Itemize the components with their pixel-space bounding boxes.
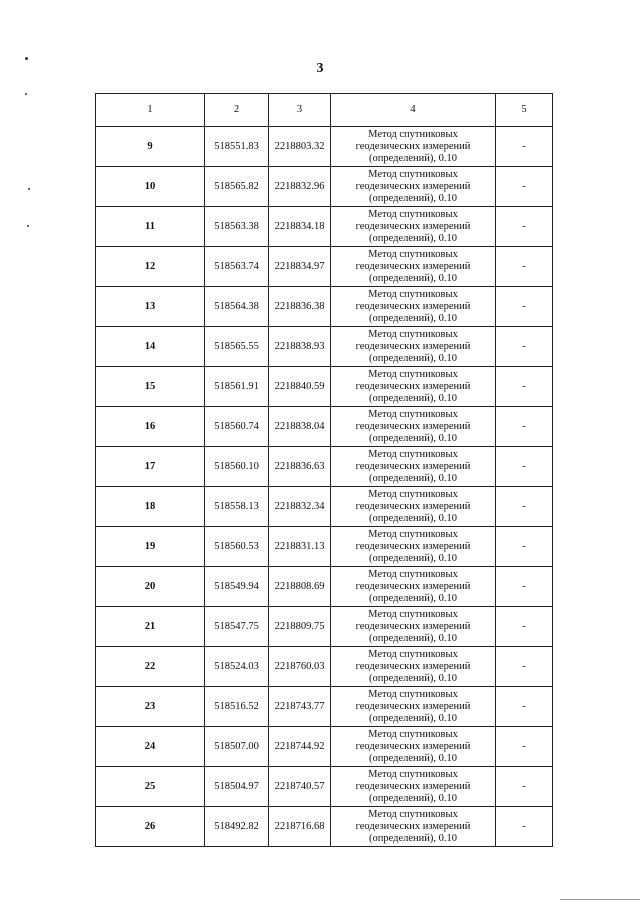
point-number-cell: 24 [96,727,205,767]
method-cell [331,647,496,687]
table-row [96,567,553,607]
method-line: геодезических измерений [355,460,471,472]
note-cell: - [496,207,553,247]
y-coordinate-cell: 2218840.59 [269,367,331,407]
method-line: геодезических измерений [355,420,471,432]
method-cell [331,167,496,207]
method-cell [331,567,496,607]
method-line: геодезических измерений [355,660,471,672]
table-header-row [96,94,553,127]
x-coordinate-cell: 518565.55 [205,327,269,367]
method-line: геодезических измерений [355,540,471,552]
header-cell: 2 [205,94,269,127]
method-line: (определений), 0.10 [368,792,458,804]
method-line: (определений), 0.10 [368,552,458,564]
header-cell: 5 [496,94,553,127]
method-line: Метод спутниковых [368,528,458,540]
method-line: (определений), 0.10 [368,752,458,764]
table-row [96,447,553,487]
y-coordinate-cell: 2218809.75 [269,607,331,647]
method-line: Метод спутниковых [368,568,458,580]
method-line: Метод спутниковых [368,288,458,300]
note-cell: - [496,607,553,647]
x-coordinate-cell: 518563.74 [205,247,269,287]
method-cell [331,687,496,727]
table-row [96,487,553,527]
point-number-cell: 21 [96,607,205,647]
method-cell [331,527,496,567]
x-coordinate-cell: 518492.82 [205,807,269,847]
table-row [96,527,553,567]
y-coordinate-cell: 2218832.96 [269,167,331,207]
note-cell: - [496,727,553,767]
note-cell: - [496,367,553,407]
method-line: геодезических измерений [355,180,471,192]
method-line: (определений), 0.10 [368,672,458,684]
scan-speck [25,57,28,60]
method-line: Метод спутниковых [368,808,458,820]
y-coordinate-cell: 2218834.18 [269,207,331,247]
method-line: геодезических измерений [355,300,471,312]
point-number-cell: 17 [96,447,205,487]
y-coordinate-cell: 2218838.93 [269,327,331,367]
method-line: Метод спутниковых [368,488,458,500]
y-coordinate-cell: 2218838.04 [269,407,331,447]
header-cell: 4 [331,94,496,127]
x-coordinate-cell: 518547.75 [205,607,269,647]
method-line: (определений), 0.10 [368,512,458,524]
method-line: геодезических измерений [355,340,471,352]
method-line: Метод спутниковых [368,648,458,660]
x-coordinate-cell: 518565.82 [205,167,269,207]
page-number: 3 [316,61,324,76]
point-number-cell: 26 [96,807,205,847]
x-coordinate-cell: 518564.38 [205,287,269,327]
table-row [96,647,553,687]
point-number-cell: 22 [96,647,205,687]
method-cell [331,287,496,327]
table-row [96,127,553,167]
header-cell: 1 [96,94,205,127]
method-cell [331,327,496,367]
y-coordinate-cell: 2218831.13 [269,527,331,567]
method-line: (определений), 0.10 [368,432,458,444]
method-cell [331,407,496,447]
table-row [96,687,553,727]
x-coordinate-cell: 518516.52 [205,687,269,727]
method-line: (определений), 0.10 [368,312,458,324]
method-line: Метод спутниковых [368,448,458,460]
method-line: Метод спутниковых [368,768,458,780]
scan-edge-line [560,899,640,900]
x-coordinate-cell: 518560.10 [205,447,269,487]
x-coordinate-cell: 518560.53 [205,527,269,567]
note-cell: - [496,567,553,607]
point-number-cell: 14 [96,327,205,367]
method-line: Метод спутниковых [368,368,458,380]
note-cell: - [496,287,553,327]
method-cell [331,247,496,287]
table-row [96,287,553,327]
note-cell: - [496,807,553,847]
method-line: (определений), 0.10 [368,232,458,244]
coordinates-table [95,93,553,847]
method-line: геодезических измерений [355,700,471,712]
y-coordinate-cell: 2218716.68 [269,807,331,847]
note-cell: - [496,447,553,487]
x-coordinate-cell: 518560.74 [205,407,269,447]
method-line: Метод спутниковых [368,328,458,340]
y-coordinate-cell: 2218743.77 [269,687,331,727]
x-coordinate-cell: 518504.97 [205,767,269,807]
method-cell [331,767,496,807]
method-line: геодезических измерений [355,780,471,792]
method-cell [331,127,496,167]
point-number-cell: 25 [96,767,205,807]
method-line: (определений), 0.10 [368,352,458,364]
method-line: (определений), 0.10 [368,392,458,404]
y-coordinate-cell: 2218836.63 [269,447,331,487]
table-row [96,167,553,207]
method-line: Метод спутниковых [368,608,458,620]
note-cell: - [496,487,553,527]
note-cell: - [496,767,553,807]
x-coordinate-cell: 518549.94 [205,567,269,607]
scan-speck [25,93,27,95]
method-line: (определений), 0.10 [368,472,458,484]
y-coordinate-cell: 2218744.92 [269,727,331,767]
note-cell: - [496,687,553,727]
method-line: геодезических измерений [355,820,471,832]
method-line: (определений), 0.10 [368,152,458,164]
method-cell [331,807,496,847]
method-line: Метод спутниковых [368,208,458,220]
method-line: Метод спутниковых [368,248,458,260]
scan-speck [27,225,29,227]
point-number-cell: 15 [96,367,205,407]
y-coordinate-cell: 2218832.34 [269,487,331,527]
y-coordinate-cell: 2218740.57 [269,767,331,807]
method-line: геодезических измерений [355,740,471,752]
y-coordinate-cell: 2218760.03 [269,647,331,687]
method-line: геодезических измерений [355,500,471,512]
x-coordinate-cell: 518524.03 [205,647,269,687]
table-row [96,247,553,287]
table-row [96,607,553,647]
point-number-cell: 9 [96,127,205,167]
method-cell [331,367,496,407]
method-line: Метод спутниковых [368,688,458,700]
method-cell [331,207,496,247]
scan-speck [28,188,30,190]
x-coordinate-cell: 518558.13 [205,487,269,527]
x-coordinate-cell: 518561.91 [205,367,269,407]
note-cell: - [496,127,553,167]
point-number-cell: 16 [96,407,205,447]
method-line: Метод спутниковых [368,408,458,420]
table-row [96,767,553,807]
method-line: геодезических измерений [355,580,471,592]
table-row [96,807,553,847]
point-number-cell: 18 [96,487,205,527]
method-cell [331,607,496,647]
note-cell: - [496,407,553,447]
method-line: (определений), 0.10 [368,832,458,844]
y-coordinate-cell: 2218836.38 [269,287,331,327]
method-line: (определений), 0.10 [368,272,458,284]
y-coordinate-cell: 2218808.69 [269,567,331,607]
method-line: геодезических измерений [355,140,471,152]
method-cell [331,487,496,527]
point-number-cell: 13 [96,287,205,327]
method-line: геодезических измерений [355,620,471,632]
method-cell [331,727,496,767]
method-line: (определений), 0.10 [368,192,458,204]
method-line: геодезических измерений [355,260,471,272]
table-row [96,727,553,767]
method-line: (определений), 0.10 [368,592,458,604]
point-number-cell: 10 [96,167,205,207]
note-cell: - [496,527,553,567]
y-coordinate-cell: 2218834.97 [269,247,331,287]
method-line: (определений), 0.10 [368,712,458,724]
note-cell: - [496,647,553,687]
header-cell: 3 [269,94,331,127]
x-coordinate-cell: 518551.83 [205,127,269,167]
method-cell [331,447,496,487]
table-row [96,367,553,407]
x-coordinate-cell: 518507.00 [205,727,269,767]
method-line: геодезических измерений [355,380,471,392]
note-cell: - [496,247,553,287]
method-line: геодезических измерений [355,220,471,232]
table-row [96,407,553,447]
table-row [96,207,553,247]
method-line: (определений), 0.10 [368,632,458,644]
x-coordinate-cell: 518563.38 [205,207,269,247]
point-number-cell: 12 [96,247,205,287]
table-row [96,327,553,367]
note-cell: - [496,327,553,367]
method-line: Метод спутниковых [368,128,458,140]
note-cell: - [496,167,553,207]
method-line: Метод спутниковых [368,728,458,740]
method-line: Метод спутниковых [368,168,458,180]
point-number-cell: 11 [96,207,205,247]
y-coordinate-cell: 2218803.32 [269,127,331,167]
point-number-cell: 19 [96,527,205,567]
point-number-cell: 20 [96,567,205,607]
point-number-cell: 23 [96,687,205,727]
